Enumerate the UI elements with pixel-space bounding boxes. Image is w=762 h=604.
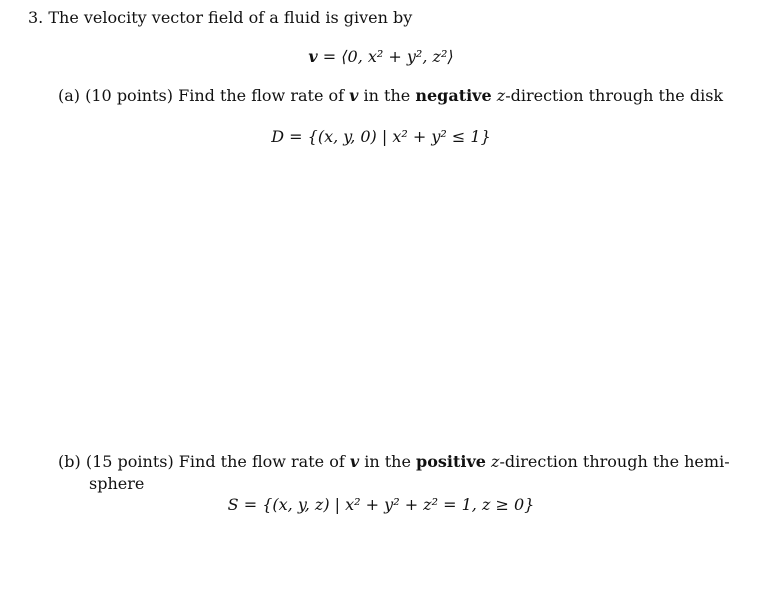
part-a-label: (a) bbox=[58, 86, 81, 105]
part-b-text-4: sphere bbox=[89, 474, 145, 493]
part-a-text-2: in the bbox=[363, 86, 411, 105]
part-b-text-1: Find the flow rate of bbox=[178, 452, 345, 471]
problem-number: 3. bbox=[28, 8, 44, 27]
part-b-statement bbox=[58, 452, 730, 472]
velocity-field-equation bbox=[0, 47, 762, 67]
disk-set: D = {(x, y, 0) | x² + y² ≤ 1} bbox=[271, 127, 491, 146]
part-a-text-3: -direction through the disk bbox=[505, 86, 724, 105]
part-a-statement bbox=[58, 86, 723, 106]
part-b-points: (15 points) bbox=[85, 452, 174, 471]
part-a-text-1: Find the flow rate of bbox=[178, 86, 345, 105]
part-b-text-2: in the bbox=[364, 452, 411, 471]
part-a-axis: z bbox=[496, 86, 506, 105]
hemisphere-set: S = {(x, y, z) | x² + y² + z² = 1, z ≥ 0} bbox=[227, 495, 535, 514]
part-b-emphasis: positive bbox=[416, 452, 486, 471]
velocity-symbol: v bbox=[308, 47, 318, 66]
part-b-text-3: -direction through the hemi- bbox=[499, 452, 730, 471]
problem-intro: The velocity vector field of a fluid is given by bbox=[48, 8, 413, 27]
part-b-continuation bbox=[89, 474, 144, 494]
problem-heading bbox=[28, 8, 412, 28]
part-a-vector: v bbox=[349, 86, 359, 105]
velocity-expression: = ⟨0, x² + y², z²⟩ bbox=[322, 47, 454, 66]
part-b-axis: z bbox=[491, 452, 500, 471]
part-b-label: (b) bbox=[58, 452, 81, 471]
part-b-vector: v bbox=[349, 452, 360, 471]
hemisphere-set-definition bbox=[0, 495, 762, 515]
part-a-emphasis: negative bbox=[415, 86, 492, 105]
part-a-points: (10 points) bbox=[85, 86, 173, 105]
disk-set-definition bbox=[0, 127, 762, 147]
